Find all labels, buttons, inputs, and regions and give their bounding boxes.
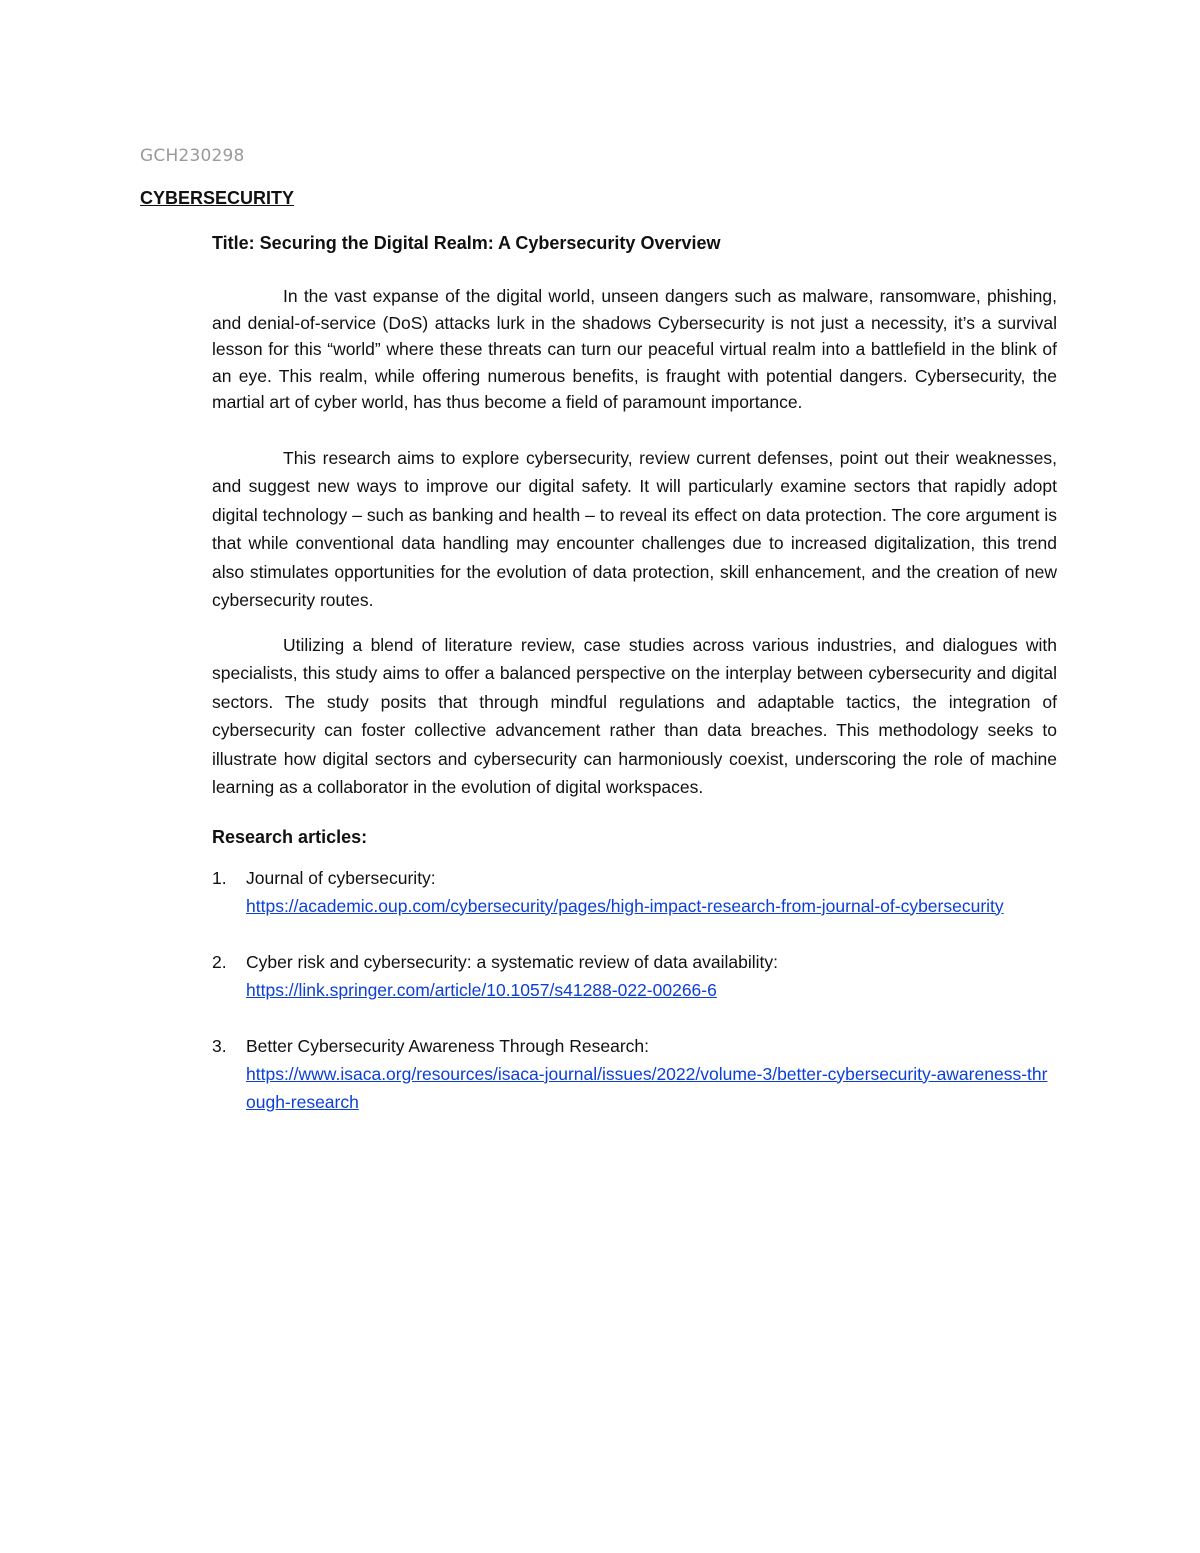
reference-item: [212, 864, 1057, 920]
research-articles-heading: Research articles:: [212, 826, 368, 847]
reference-number: 2.: [212, 951, 227, 972]
reference-title: Cyber risk and cybersecurity: a systematic review of data availability:: [246, 951, 779, 972]
reference-number: 3.: [212, 1035, 227, 1056]
paragraph-research-aim: This research aims to explore cybersecurity, review current defenses, point out their weaknesses, and suggest new ways to improve our digital safety. It will particularly examine sectors that rapidly adopt digital technology – such as banking and health – to reveal its effect on data protection. The core argument is that while conventional data handling may encounter challenges due to increased digitalization, this trend also stimulates opportunities for the evolution of data protection, skill enhancement, and the creation of new cybersecurity routes.: [212, 447, 1057, 610]
reference-link[interactable]: https://link.springer.com/article/10.1057/s41288-022-00266-6: [246, 979, 717, 1000]
document-body: [212, 230, 1057, 1144]
paragraph-methodology: Utilizing a blend of literature review, case studies across various industries, and dialogues with specialists, this study aims to offer a balanced perspective on the interplay between cybersecurity and digital sectors. The study posits that through mindful regulations and adaptable tactics, the integration of cybersecurity can foster collective advancement rather than data breaches. This methodology seeks to illustrate how digital sectors and cybersecurity can harmoniously coexist, underscoring the role of machine learning as a collaborator in the evolution of digital workspaces.: [212, 634, 1057, 797]
reference-number: 1.: [212, 867, 227, 888]
reference-link[interactable]: https://www.isaca.org/resources/isaca-journal/issues/2022/volume-3/better-cybersecurity-awareness-through-research: [246, 1063, 1048, 1112]
reference-list: [212, 864, 1057, 1116]
reference-link[interactable]: https://academic.oup.com/cybersecurity/pages/high-impact-research-from-journal-of-cybersecurity: [246, 895, 1004, 916]
reference-title: Journal of cybersecurity:: [246, 867, 436, 888]
document-title: Title: Securing the Digital Realm: A Cybersecurity Overview: [212, 233, 721, 253]
document-heading: CYBERSECURITY: [140, 188, 295, 208]
reference-item: [212, 948, 1057, 1004]
document-id: GCH230298: [140, 146, 245, 166]
reference-item: [212, 1032, 1057, 1116]
reference-title: Better Cybersecurity Awareness Through Research:: [246, 1035, 650, 1056]
paragraph-intro: In the vast expanse of the digital world, unseen dangers such as malware, ransomware, phishing, and denial-of-service (DoS) attacks lurk in the shadows Cybersecurity is not just a necessity, it’s a survival lesson for this “world” where these threats can turn our peaceful virtual realm into a battlefield in the blink of an eye. This realm, while offering numerous benefits, is fraught with potential dangers. Cybersecurity, the martial art of cyber world, has thus become a field of paramount importance.: [212, 286, 1057, 412]
